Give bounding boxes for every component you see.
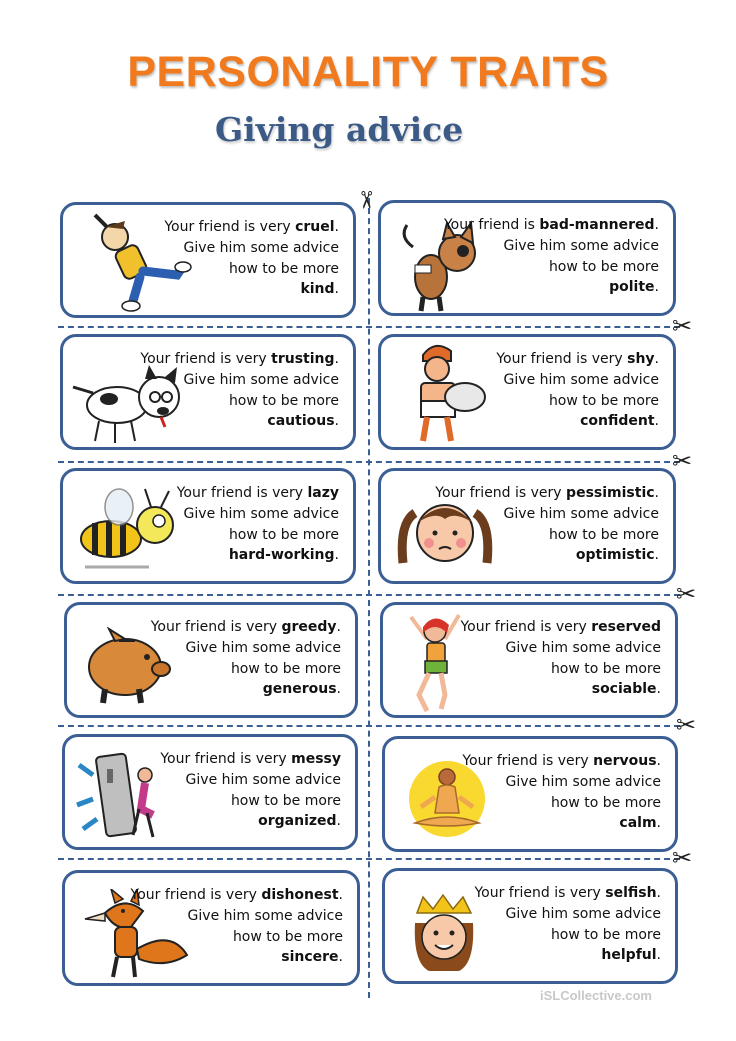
opposite-word: confident <box>580 413 655 430</box>
card-text: Your friend is very shy. Give him some advice how to be more confident. <box>496 351 659 430</box>
scissors-icon: ✂ <box>352 189 381 211</box>
crowned-girl-icon <box>409 893 479 977</box>
advice-card-dishonest <box>62 870 360 986</box>
horizontal-cut-line <box>58 594 680 596</box>
advice-card-nervous <box>382 736 678 852</box>
scissors-icon: ✂ <box>676 580 697 608</box>
card-text: Your friend is very cruel. Give him some advice how to be more kind. <box>164 219 339 298</box>
card-text: Your friend is very nervous. Give him some advice how to be more calm. <box>462 753 661 832</box>
trait-word: pessimistic <box>566 485 655 501</box>
trait-word: selfish <box>605 885 657 901</box>
card-text: Your friend is bad-mannered. Give him some advice how to be more polite. <box>443 217 659 296</box>
card-text: Your friend is very selfish. Give him some advice how to be more helpful. <box>474 885 661 964</box>
page-title: PERSONALITY TRAITS <box>127 48 609 96</box>
trait-word: shy <box>627 351 655 367</box>
advice-card-reserved <box>380 602 678 718</box>
opposite-word: sincere <box>281 949 339 966</box>
opposite-word: polite <box>609 279 655 296</box>
card-text: Your friend is very lazy Give him some advice how to be more hard-working. <box>176 485 339 564</box>
trait-word: greedy <box>281 619 337 635</box>
card-text: Your friend is very reserved Give him some advice how to be more sociable. <box>460 619 661 698</box>
card-text: Your friend is very greedy. Give him some advice how to be more generous. <box>150 619 341 698</box>
trait-word: nervous <box>593 753 657 769</box>
scissors-icon: ✂ <box>676 711 697 739</box>
opposite-word: generous <box>262 681 337 698</box>
opposite-word: helpful <box>601 947 657 964</box>
advice-card-selfish <box>382 868 678 984</box>
horizontal-cut-line <box>58 326 680 328</box>
bee-icon <box>75 481 187 577</box>
horizontal-cut-line <box>58 725 680 727</box>
card-text: Your friend is very dishonest. Give him some advice how to be more sincere. <box>130 887 343 966</box>
advice-card-shy <box>378 334 676 450</box>
advice-card-trusting <box>60 334 356 450</box>
horizontal-cut-line <box>58 858 680 860</box>
opposite-word: kind <box>300 281 335 298</box>
trait-word: reserved <box>591 619 661 635</box>
trait-word: bad-mannered <box>539 217 655 233</box>
advice-card-cruel <box>60 202 356 318</box>
opposite-word: optimistic <box>575 547 655 564</box>
page-subtitle: Giving advice <box>215 110 464 149</box>
card-text: Your friend is very trusting. Give him some advice how to be more cautious. <box>140 351 339 430</box>
trait-word: messy <box>291 751 341 767</box>
scissors-icon: ✂ <box>672 844 693 872</box>
trait-word: trusting <box>271 351 335 367</box>
opposite-word: hard-working <box>228 547 335 564</box>
scissors-icon: ✂ <box>672 447 693 475</box>
advice-card-messy <box>62 734 358 850</box>
scissors-icon: ✂ <box>672 312 693 340</box>
advice-card-pessimistic <box>378 468 676 584</box>
gladiator-icon <box>405 341 489 449</box>
overflowing-fridge-icon <box>73 745 173 845</box>
trait-word: cruel <box>295 219 335 235</box>
opposite-word: sociable <box>591 681 657 698</box>
horizontal-cut-line <box>58 461 680 463</box>
opposite-word: cautious <box>267 413 335 430</box>
vertical-cut-line <box>368 198 370 998</box>
opposite-word: organized <box>258 813 337 830</box>
card-text: Your friend is very messy Give him some advice how to be more organized. <box>160 751 341 830</box>
trait-word: lazy <box>307 485 339 501</box>
advice-card-lazy <box>60 468 356 584</box>
trait-word: dishonest <box>261 887 339 903</box>
advice-card-greedy <box>64 602 358 718</box>
opposite-word: calm <box>619 815 657 832</box>
watermark: iSLCollective.com <box>540 988 652 1003</box>
card-text: Your friend is very pessimistic. Give him some advice how to be more optimistic. <box>435 485 659 564</box>
advice-card-bad-mannered <box>378 200 676 316</box>
